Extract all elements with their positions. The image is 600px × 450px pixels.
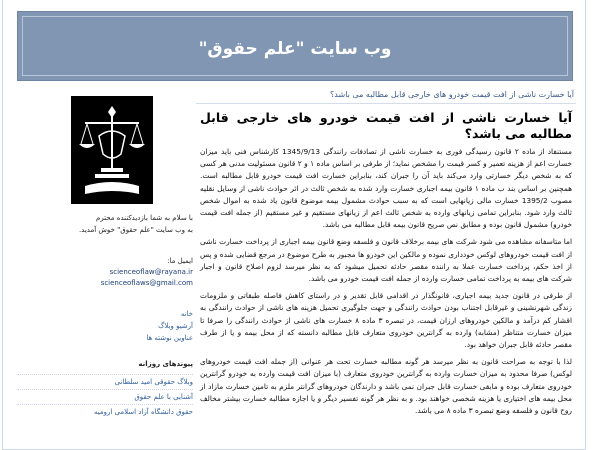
daily-link-item[interactable]: وبلاگ حقوقی امید سلطانی [17, 374, 193, 389]
sidebar [17, 86, 193, 450]
contact-email-block [17, 256, 193, 289]
post-body [200, 146, 572, 417]
nav-link-home[interactable]: خانه [180, 310, 193, 318]
nav-link-archive[interactable]: آرشیو وبلاگ [158, 322, 193, 330]
daily-link-item[interactable]: حقوق دانشگاه آزاد اسلامی ارومیه [17, 404, 193, 419]
email-link[interactable]: scienceoflaw@rayana.ir [109, 268, 193, 276]
daily-links [17, 358, 193, 419]
post-paragraph: از طرفی در قانون جدید بیمه اجباری، قانونگذار در اقدامی قابل تقدیر و در راستای کاهش فاصله طبقاتی و ملزومات زندگی شهرنشینی و غیرقابل اجتناب بودن حوادث رانندگی و جهت جلوگیری تحمیل هزینه های ناشی از حوادث رانندگی به اقشار کم درآمد و مالکین خودروهای ارزان قیمت، در تبصره ۳ ماده ۸ خسارت های ناشی از حوادث رانندگی را صرفا تا میزان خسارت متناظر (مشابه) وارده به گرانترین خودروی متعارف قابل مطالبه دانسته که از محل بیمه و یا از طرف مقصر حادثه قابل جبران خواهد بود. [200, 291, 572, 350]
sidebar-nav [17, 308, 193, 344]
post-paragraph: اما متاسفانه مشاهده می شود شرکت های بیمه برخلاف قانون و فلسفه وضع قانون بیمه اجباری از پرداخت خسارت ناشی از افت قیمت خودروهای لوکس خودداری نموده و مالکین این خودرو ها مجبور به طرح موضوع در مرجع قضایی شده و پس از اخذ حکم، پرداخت خسارت عملا به راننده مقصر حادثه تحمیل میشود که به نظر میرسد لزوم اصلاح قانون و اجبار شرکت های بیمه به پرداخت تمامی خسارت وارده از جمله افت قیمت خودرو می باشد. [200, 237, 572, 284]
nav-link-post-titles[interactable]: عناوین نوشته ها [146, 334, 193, 342]
site-header [17, 11, 573, 81]
main-content [196, 86, 576, 450]
daily-link-item[interactable]: آشنایی با علم حقوق [17, 389, 193, 404]
welcome-line: به وب سایت "علم حقوق" خوش آمدید. [78, 226, 193, 234]
site-title[interactable]: وب سایت "علم حقوق" [198, 39, 392, 59]
justice-scales-emblem-icon [71, 96, 153, 204]
welcome-message [17, 212, 193, 236]
post-paragraph: مستنفاد از ماده ۲ قانون رسیدگی فوری به خسارت ناشی از تصادفات رانندگی 1345/9/13 کارشناس فنی باید میزان خسارت اعم از هزینه تعمیر و کسر قیمت را مشخص نماید؛ از طرفی بر اساس ماده ۱ و ۲ قانون مسئولیت مدنی هر کسی که به شخص دیگر خسارتی وارد می‌کند باید آن را جبران کند، بنابراین خسارت افت قیمت خودرو قابل مطالبه است. همچنین بر اساس بند ب ماده ۱ قانون بیمه اجباری خسارت وارد شده به شخص ثالث در اثر حوادث ناشی از وسایل نقلیه مصوب 1395/2 خسارت مالی زیانهایی است که به سبب حوادث مشمول بیمه موضوع قانون یاد شده به اموال شخص ثالث وارد شود. بنابراین تمامی زیانهای وارده به شخص ثالث اعم از زیانهای مستقیم و غیر مستقیم (از جمله افت قیمت خودرو) مشمول قانون بوده و مطابق نص صریح قانون بیمه قابل مطالبه می باشد. [200, 147, 573, 230]
page-container [2, 0, 586, 450]
email-link[interactable]: scienceoflaws@gmail.com [100, 279, 193, 287]
email-label: ایمیل ما: [167, 257, 193, 265]
breadcrumb-link[interactable]: آیا خسارت ناشی از افت قیمت خودرو های خارجی قابل مطالبه می باشد؟ [196, 86, 576, 104]
post-paragraph: لذا با توجه به صراحت قانون به نظر میرسد هر گونه مطالبه خسارت تحت هر عنوانی (از جمله افت قیمت خودروهای لوکس) صرفا محدود به میزان خسارت وارده به گرانترین خودروی متعارف (با میزان افت قیمت وارده به خودرو گرانترین خودروی متعارف بوده و مابقی خسارت قابل جبران نمی باشد و دارندگان خودروهای گرانتر ملزم به تامین خسارت مازاد از محل بیمه های اختیاری یا هزینه شخصی خواهند بود. و به نظر هر گونه تفسیر دیگر و یا اجازه مطالبه خسارت بیشتر مخالف روح قانون و فلسفه وضع تبصره ۳ ماده ۸ می باشد. [200, 357, 572, 416]
welcome-line: با سلام به شما بازدیدکننده محترم [95, 214, 193, 222]
daily-links-heading: پیوندهای روزانه [138, 360, 193, 368]
post-title[interactable]: آیا خسارت ناشی از افت قیمت خودرو های خارجی قابل مطالبه می باشد؟ [200, 110, 572, 141]
header-frame [22, 16, 568, 76]
